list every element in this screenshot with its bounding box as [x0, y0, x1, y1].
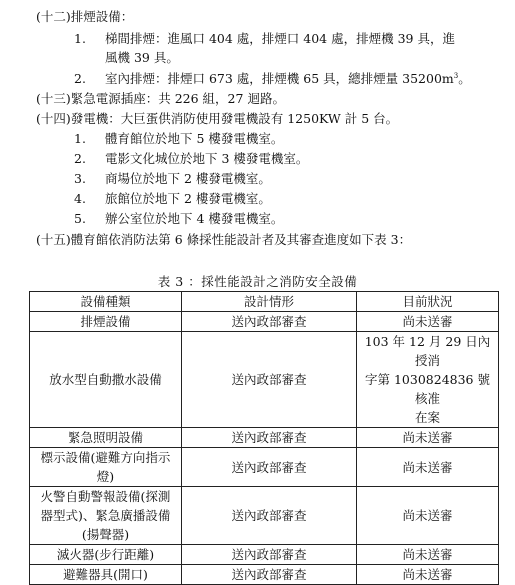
cell-equipment-type: 標示設備(避難方向指示 燈)	[30, 448, 182, 487]
cell-design: 送內政部審查	[182, 332, 357, 428]
section-13-heading: (十三)緊急電源插座：共 226 組，27 迴路。	[36, 91, 285, 106]
list-item-number: 5.	[74, 211, 86, 226]
list-item-number: 2.	[74, 71, 86, 86]
cell-design: 送內政部審查	[182, 448, 357, 487]
list-item-continuation: 風機 39 具。	[105, 50, 179, 65]
list-item-text: 電影文化城位於地下 3 樓發電機室。	[105, 151, 309, 166]
table-row	[30, 487, 499, 545]
cell-equipment-type: 排煙設備	[30, 312, 182, 332]
table-row	[30, 332, 499, 428]
list-item-number: 3.	[74, 171, 86, 186]
cell-equipment-type: 放水型自動撒水設備	[30, 332, 182, 428]
cell-status: 尚未送審	[357, 565, 499, 585]
table-body	[30, 312, 499, 585]
cell-equipment-type: 避難器具(開口)	[30, 565, 182, 585]
table-row	[30, 312, 499, 332]
list-item-number: 1.	[74, 131, 86, 146]
table-row	[30, 448, 499, 487]
list-item-text: 辦公室位於地下 4 樓發電機室。	[105, 211, 284, 226]
section-14-heading: (十四)發電機：大巨蛋供消防使用發電機設有 1250KW 計 5 台。	[36, 111, 399, 126]
cell-status: 尚未送審	[357, 448, 499, 487]
table-header-row	[30, 292, 499, 312]
list-item-text: 梯間排煙：進風口 404 處，排煙口 404 處，排煙機 39 具，進	[105, 31, 455, 46]
list-item-number: 4.	[74, 191, 86, 206]
list-item-number: 2.	[74, 151, 86, 166]
cell-status: 尚未送審	[357, 545, 499, 565]
superscript: 3	[453, 71, 459, 80]
column-header-equipment-type: 設備種類	[30, 292, 182, 312]
column-header-design: 設計情形	[182, 292, 357, 312]
table-row	[30, 545, 499, 565]
cell-design: 送內政部審查	[182, 312, 357, 332]
cell-design: 送內政部審查	[182, 565, 357, 585]
list-item-text: 體育館位於地下 5 樓發電機室。	[105, 131, 284, 146]
table-row	[30, 565, 499, 585]
list-item-number: 1.	[74, 31, 86, 46]
list-item-text: 旅館位於地下 2 樓發電機室。	[105, 191, 271, 206]
table-row	[30, 428, 499, 448]
section-15-heading: (十五)體育館依消防法第 6 條採性能設計者及其審查進度如下表 3：	[36, 232, 412, 247]
section-12-heading: (十二)排煙設備：	[36, 9, 134, 24]
cell-equipment-type: 火警自動警報設備(探測 器型式)、緊急廣播設備 (揚聲器)	[30, 487, 182, 545]
cell-design: 送內政部審查	[182, 428, 357, 448]
cell-design: 送內政部審查	[182, 545, 357, 565]
cell-equipment-type: 緊急照明設備	[30, 428, 182, 448]
column-header-status: 目前狀況	[357, 292, 499, 312]
list-item-text: 室內排煙：排煙口 673 處，排煙機 65 具，總排煙量 $35200m^3$。	[105, 71, 471, 86]
table-caption: 表 3 ：採性能設計之消防安全設備	[157, 274, 358, 289]
cell-equipment-type: 滅火器(步行距離)	[30, 545, 182, 565]
cell-status: 103 年 12 月 29 日內授消 字第 1030824836 號核准 在案	[357, 332, 499, 428]
cell-design: 送內政部審查	[182, 487, 357, 545]
cell-status: 尚未送審	[357, 312, 499, 332]
cell-status: 尚未送審	[357, 428, 499, 448]
cell-status: 尚未送審	[357, 487, 499, 545]
fire-safety-table	[29, 291, 499, 585]
list-item-text: 商場位於地下 2 樓發電機室。	[105, 171, 271, 186]
